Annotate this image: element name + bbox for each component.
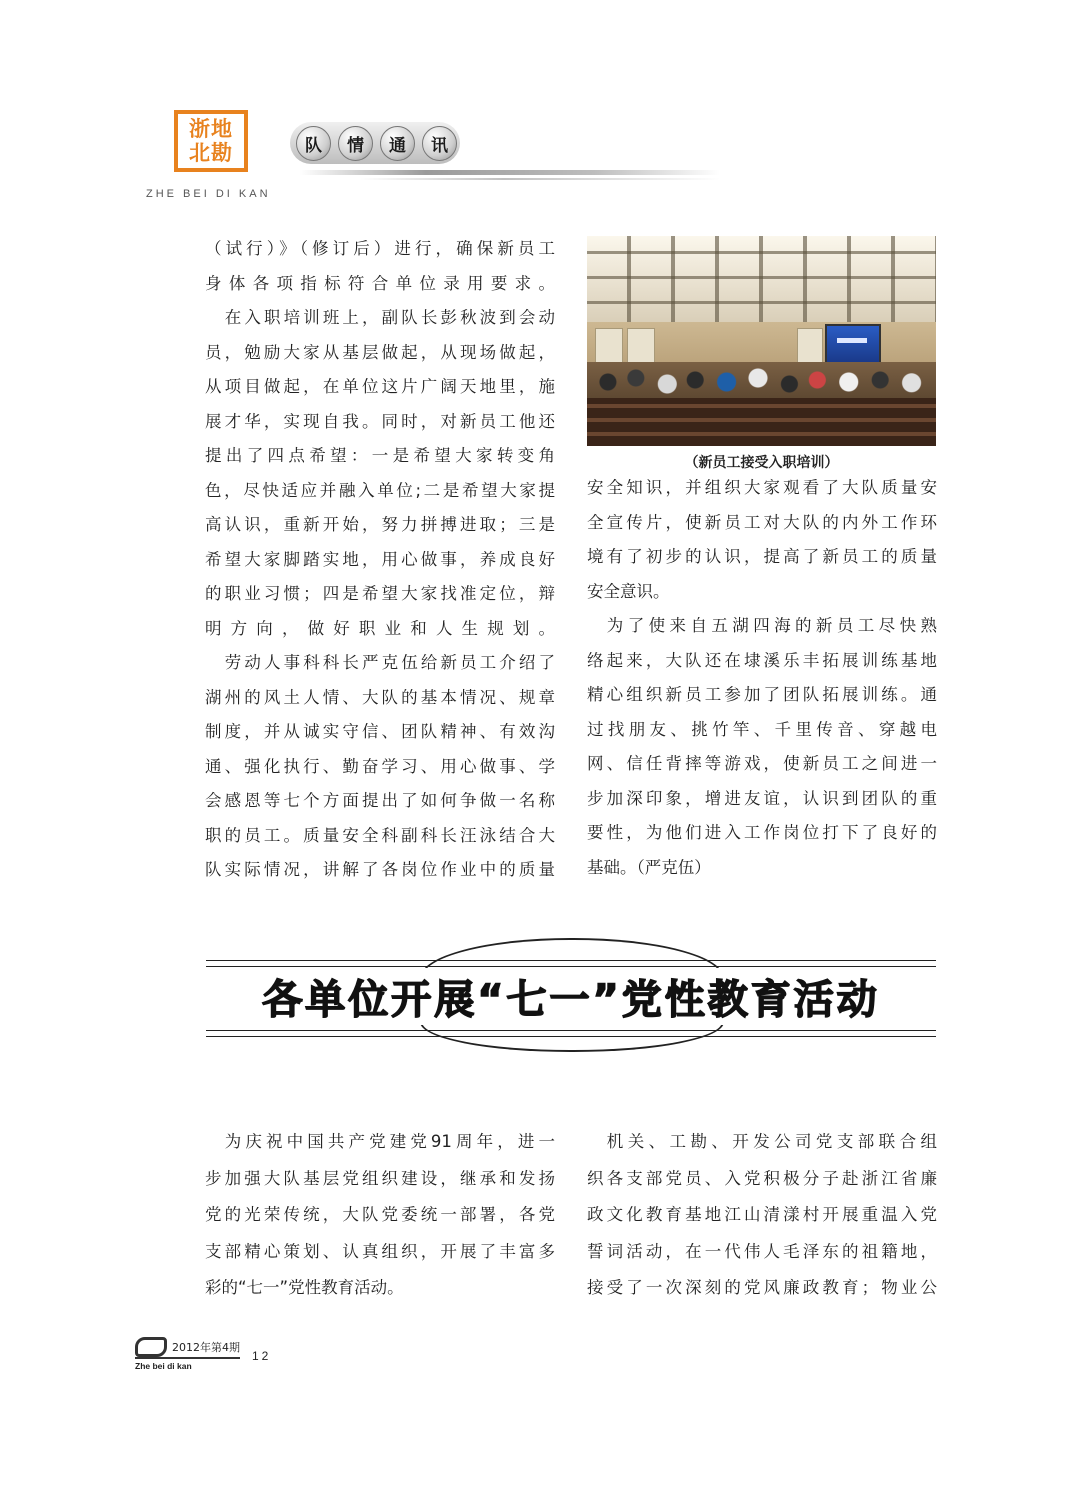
text-line: 的职业习惯；四是希望大家找准定位，辩 [205,584,555,603]
text-line: 过找朋友、挑竹竿、千里传音、穿越电 [587,719,937,739]
text-line: 要性，为他们进入工作岗位打下了良好的 [587,823,937,842]
text-line: 步加强大队基层党组织建设，继承和发扬 [205,1168,555,1188]
header-divider-thin [360,178,720,180]
article2-left-column [205,1124,555,1307]
training-photo [587,236,936,446]
text-line: 境有了初步的认识，提高了新员工的质量 [587,547,937,566]
page-number: 12 [252,1349,272,1363]
article1-left-column [205,232,555,888]
logo-subtitle: ZHE BEI DI KAN [146,188,271,200]
text-line: 精心组织新员工参加了团队拓展训练。通 [587,685,937,704]
text-line: 明方向，做好职业和人生规划。 [205,618,555,638]
logo-line2: 北勘 [189,140,233,165]
photo-desks [587,398,936,446]
text-line: 机关、工勘、开发公司党支部联合组 [606,1132,937,1151]
text-line: 全宣传片，使新员工对大队的内外工作环 [587,512,937,532]
article2-right-column [587,1124,937,1307]
article2-title: 各单位开展“七一”党性教育活动 [206,968,936,1025]
text-line: 安全知识，并组织大家观看了大队质量安 [587,478,937,497]
section-title [296,126,457,161]
text-line: 职的员工。质量安全科副科长汪泳结合大 [205,825,555,845]
section-char: 讯 [422,126,457,161]
text-line: 会感恩等七个方面提出了如何争做一名称 [205,791,555,810]
text-line: 党的光荣传统，大队党委统一部署，各党 [205,1205,555,1224]
text-line: 色，尽快适应并融入单位;二是希望大家提 [205,480,555,500]
text-line: 织各支部党员、入党积极分子赴浙江省廉 [587,1168,937,1188]
section-char: 情 [338,126,373,161]
text-line: 誓词活动，在一代伟人毛泽东的祖籍地， [587,1241,937,1261]
text-line: 身体各项指标符合单位录用要求。 [205,273,555,293]
photo-audience [587,362,936,402]
photo-ceiling [587,236,936,326]
article1-right-column [587,471,937,885]
text-line: 接受了一次深刻的党风廉政教育；物业公 [587,1278,937,1297]
text-line: 员，勉励大家从基层做起，从现场做起， [205,342,555,362]
text-line: 制度，并从诚实守信、团队精神、有效沟 [205,722,555,741]
text-line: 高认识，重新开始，努力拼搏进取；三是 [205,515,555,534]
header-divider [300,170,720,175]
text-line: 步加深印象，增进友谊，认识到团队的重 [587,788,937,808]
text-line: 为庆祝中国共产党建党91周年，进一 [224,1132,555,1151]
footer-logo-icon [135,1337,167,1357]
text-line: 劳动人事科科长严克伍给新员工介绍了 [224,653,555,672]
text-line: 队实际情况，讲解了各岗位作业中的质量 [205,860,555,879]
section-char: 队 [296,126,331,161]
text-line: 从项目做起，在单位这片广阔天地里，施 [205,377,555,396]
text-line: 提出了四点希望：一是希望大家转变角 [205,446,555,465]
section-char: 通 [380,126,415,161]
logo-line1: 浙地 [189,116,233,141]
text-line: 在入职培训班上，副队长彭秋波到会动 [224,308,555,327]
text-line: 支部精心策划、认真组织，开展了丰富多 [205,1241,555,1261]
magazine-logo [174,110,248,172]
text-line: 希望大家脚踏实地，用心做事，养成良好 [205,549,555,569]
text-line: 络起来，大队还在埭溪乐丰拓展训练基地 [587,650,937,670]
text-line: 为了使来自五湖四海的新员工尽快熟 [606,616,937,635]
footer-rule [135,1357,240,1359]
text-line: 网、信任背摔等游戏，使新员工之间进一 [587,754,937,773]
footer-subtitle: Zhe bei di kan [135,1361,192,1371]
photo-projector-screen [825,324,881,364]
text-line: 基础。（严克伍） [587,857,711,877]
text-line: 彩的“七一”党性教育活动。 [205,1278,404,1297]
text-line: 通、强化执行、勤奋学习、用心做事、学 [205,756,555,776]
footer-issue: 2012年第4期 [172,1341,240,1354]
text-line: 政文化教育基地江山清漾村开展重温入党 [587,1205,937,1224]
text-line: 湖州的风土人情、大队的基本情况、规章 [205,687,555,707]
text-line: 展才华，实现自我。同时，对新员工他还 [205,411,555,431]
text-line: （试行）》（修订后）进行，确保新员工 [205,239,555,258]
text-line: 安全意识。 [587,581,670,601]
photo-caption: （新员工接受入职培训） [684,455,839,471]
